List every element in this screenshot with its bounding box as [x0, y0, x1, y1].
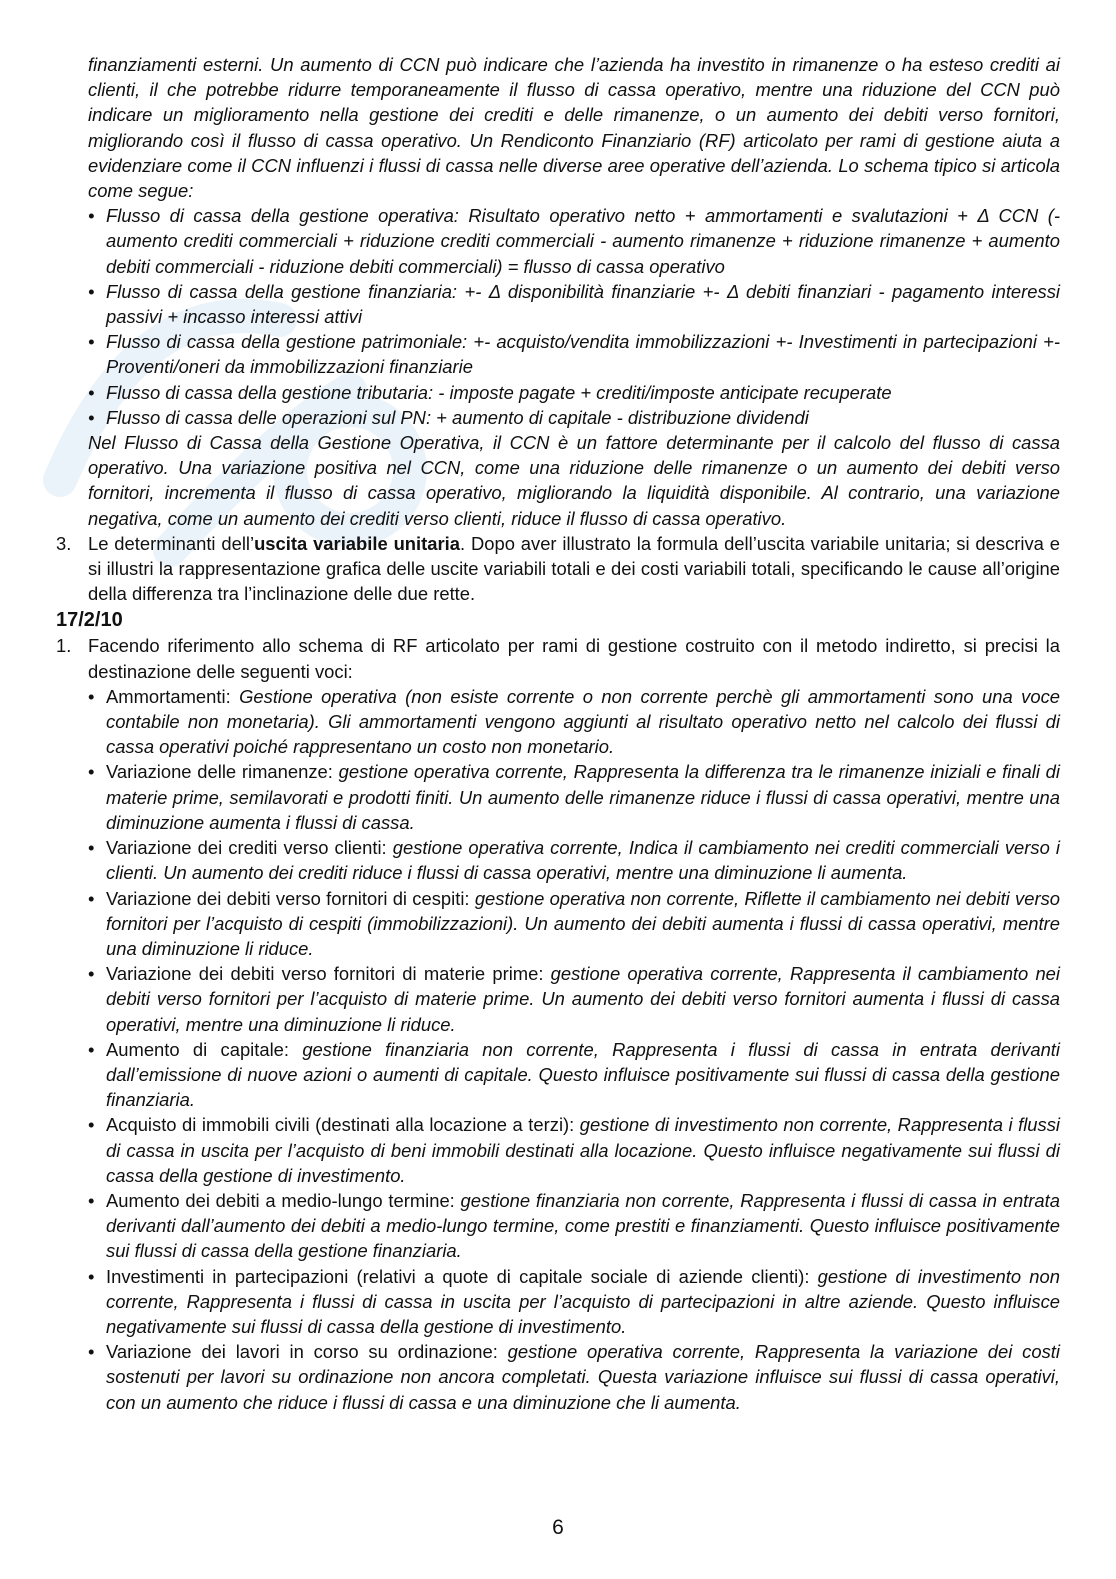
key-term: uscita variabile unitaria — [254, 532, 460, 554]
paragraph: Nel Flusso di Cassa della Gestione Operativa, il CCN è un fattore determinante per il calcolo del flusso di cassa operativo. Una variazione positiva nel CCN, come una riduzione delle rimanenze o un aumento dei debiti verso fornitori, incrementa il flusso di cassa operativo, migliorando la liquidità disponibile. Al contrario, una variazione negativa, come un aumento dei crediti verso clienti, riduce il flusso di cassa operativo. — [88, 432, 1060, 529]
bullet-list — [56, 203, 1060, 430]
bullet-icon: • — [88, 381, 95, 403]
list-item — [56, 1188, 1060, 1264]
bullet-icon: • — [88, 205, 95, 227]
bullet-icon: • — [88, 963, 95, 985]
list-item — [56, 835, 1060, 885]
page-number: 6 — [552, 1516, 564, 1539]
bullet-icon: • — [88, 1114, 95, 1136]
list-item — [56, 961, 1060, 1037]
question-number: 1. — [56, 635, 72, 657]
item-answer: Gestione operativa (non esiste corrente o non corrente perchè gli ammortamenti sono una voce contabile non monetaria). Gli ammortamenti vengono aggiunti al risultato operativo netto nel calcolo dei flussi di cassa operativi poiché rappresentano un costo non monetario. — [106, 685, 1060, 758]
question-number: 3. — [56, 532, 72, 554]
item-term: Variazione dei debiti verso fornitori di materie prime: — [106, 963, 551, 985]
item-term: Variazione dei debiti verso fornitori di cespiti: — [106, 887, 475, 909]
list-item — [56, 1339, 1060, 1415]
bullet-icon: • — [88, 887, 95, 909]
item-answer: gestione finanziaria non corrente, Rappresenta i flussi di cassa in entrata derivanti dall’aumento dei debiti a medio-lungo termine, come prestiti e finanziamenti. Questo influisce positivamente sui flussi di cassa della gestione finanziaria. — [106, 1189, 1060, 1262]
item-term: Ammortamenti: — [106, 685, 240, 707]
list-item: • Flusso di cassa della gestione patrimoniale: +- acquisto/vendita immobilizzazioni +- Investimenti in partecipazioni +- Proventi/oneri da immobilizzazioni finanziarie — [88, 331, 1060, 378]
item-term: Variazione dei lavori in corso su ordinazione: — [106, 1341, 508, 1363]
item-term: Variazione dei crediti verso clienti: — [106, 837, 393, 859]
item-answer: gestione di investimento non corrente, Rappresenta i flussi di cassa in uscita per l’acquisto di partecipazioni in altre aziende. Questo influisce negativamente sui flussi di cassa della gestione di investimento. — [106, 1265, 1060, 1337]
item-answer: gestione di investimento non corrente, Rappresenta i flussi di cassa in uscita per l’acquisto di beni immobili destinati alla locazione. Questo influisce negativamente sui flussi di cassa della gestione di investimento. — [106, 1114, 1060, 1186]
item-term: Aumento di capitale: — [106, 1038, 303, 1060]
list-item — [56, 1264, 1060, 1340]
item-answer: gestione finanziaria non corrente, Rappresenta i flussi di cassa in entrata derivanti dall’emissione di nuove azioni o aumenti di capitale. Questo influisce positivamente sui flussi di cassa della gestione finanziaria. — [106, 1038, 1060, 1111]
item-term: Variazione delle rimanenze: — [106, 761, 339, 783]
bullet-icon: • — [88, 331, 95, 353]
item-term: Acquisto di immobili civili (destinati alla locazione a terzi): — [106, 1114, 580, 1136]
list-item — [56, 1112, 1060, 1188]
list-item — [56, 1037, 1060, 1113]
item-answer: gestione operativa corrente, Rappresenta il cambiamento nei debiti verso fornitori per l’acquisto di materie prime. Un aumento dei debiti verso fornitori aumenta i flussi di cassa operativi, mentre una diminuzione li riduce. — [106, 963, 1060, 1035]
item-term: Investimenti in partecipazioni (relativi a quote di capitale sociale di aziende clienti): — [106, 1265, 818, 1287]
bullet-icon: • — [88, 406, 95, 428]
item-answer: gestione operativa corrente, Indica il cambiamento nei crediti commerciali verso i clienti. Un aumento dei crediti riduce i flussi di cassa operativi, mentre una diminuzione li aumenta. — [106, 837, 1061, 884]
list-item: • Flusso di cassa delle operazioni sul PN: + aumento di capitale - distribuzione dividendi — [56, 405, 1060, 430]
question-3: 3. Le determinanti dell’uscita variabile unitaria. Dopo aver illustrato la formula dell’uscita variabile unitaria; si descriva e si illustri la rappresentazione grafica delle uscite variabili totali e dei costi variabili totali, specificando le cause all’origine della differenza tra l’inclinazione delle due rette. — [56, 532, 1060, 605]
paragraph: finanziamenti esterni. Un aumento di CCN può indicare che l’azienda ha investito in rimanenze o ha esteso crediti ai clienti, il che potrebbe ridurre temporaneamente il flusso di cassa operativo, mentre una riduzione del CCN può indicare un miglioramento nella gestione dei crediti e delle rimanenze, o un aumento dei debiti verso fornitori, migliorando così il flusso di cassa operativo. Un Rendiconto Finanziario (RF) articolato per rami di gestione aiuta a evidenziare come il CCN influenzi i flussi di cassa nelle diverse aree operative dell’azienda. Lo schema tipico si articola come segue: — [88, 54, 1060, 202]
section-date-heading: 17/2/10 — [56, 609, 123, 632]
bullet-icon: • — [88, 1341, 95, 1363]
question-1: 1. Facendo riferimento allo schema di RF articolato per rami di gestione costruito con il metodo indiretto, si precisi la destinazione delle seguenti voci: — [56, 635, 1060, 682]
item-answer: gestione operativa corrente, Rappresenta la differenza tra le rimanenze iniziali e finali di materie prime, semilavorati e prodotti finiti. Un aumento delle rimanenze riduce i flussi di cassa operativi, mentre una diminuzione aumenta i flussi di cassa. — [106, 761, 1060, 833]
list-item: • Flusso di cassa della gestione tributaria: - imposte pagate + crediti/imposte anticipate recuperate — [56, 380, 1060, 405]
bullet-icon: • — [88, 761, 95, 783]
list-item — [56, 759, 1060, 835]
bullet-icon: • — [88, 1189, 95, 1211]
bullet-icon: • — [88, 280, 95, 302]
item-answer: gestione operativa corrente, Rappresenta la variazione dei costi sostenuti per lavori su ordinazione non ancora completati. Questa variazione influisce sui flussi di cassa operativi, con un aumento che riduce i flussi di cassa e una diminuzione che li aumenta. — [106, 1341, 1060, 1413]
list-item — [56, 684, 1060, 760]
bullet-icon: • — [88, 1038, 95, 1060]
list-item: • Flusso di cassa della gestione operativa: Risultato operativo netto + ammortamenti e svalutazioni + Δ CCN (- aumento crediti commerciali + riduzione crediti commerciali - aumento rimanenze + riduzione rimanenze + aumento debiti commerciali - riduzione debiti commerciali) = flusso di cassa operativo — [88, 205, 1060, 277]
bullet-icon: • — [88, 1265, 95, 1287]
list-item — [56, 886, 1060, 962]
list-item: • Flusso di cassa della gestione finanziaria: +- Δ disponibilità finanziarie +- Δ debiti finanziari - pagamento interessi passivi + incasso interessi attivi — [88, 280, 1060, 328]
bullet-icon: • — [88, 837, 95, 859]
page-content — [56, 52, 1060, 1415]
item-answer: gestione operativa non corrente, Riflette il cambiamento nei debiti verso fornitori per l’acquisto di cespiti (immobilizzazioni). Un aumento dei debiti aumenta i flussi di cassa operativi, mentre una diminuzione li riduce. — [106, 887, 1061, 959]
bullet-icon: • — [88, 685, 95, 707]
answer-list — [56, 684, 1060, 1415]
item-term: Aumento dei debiti a medio-lungo termine: — [106, 1189, 461, 1211]
